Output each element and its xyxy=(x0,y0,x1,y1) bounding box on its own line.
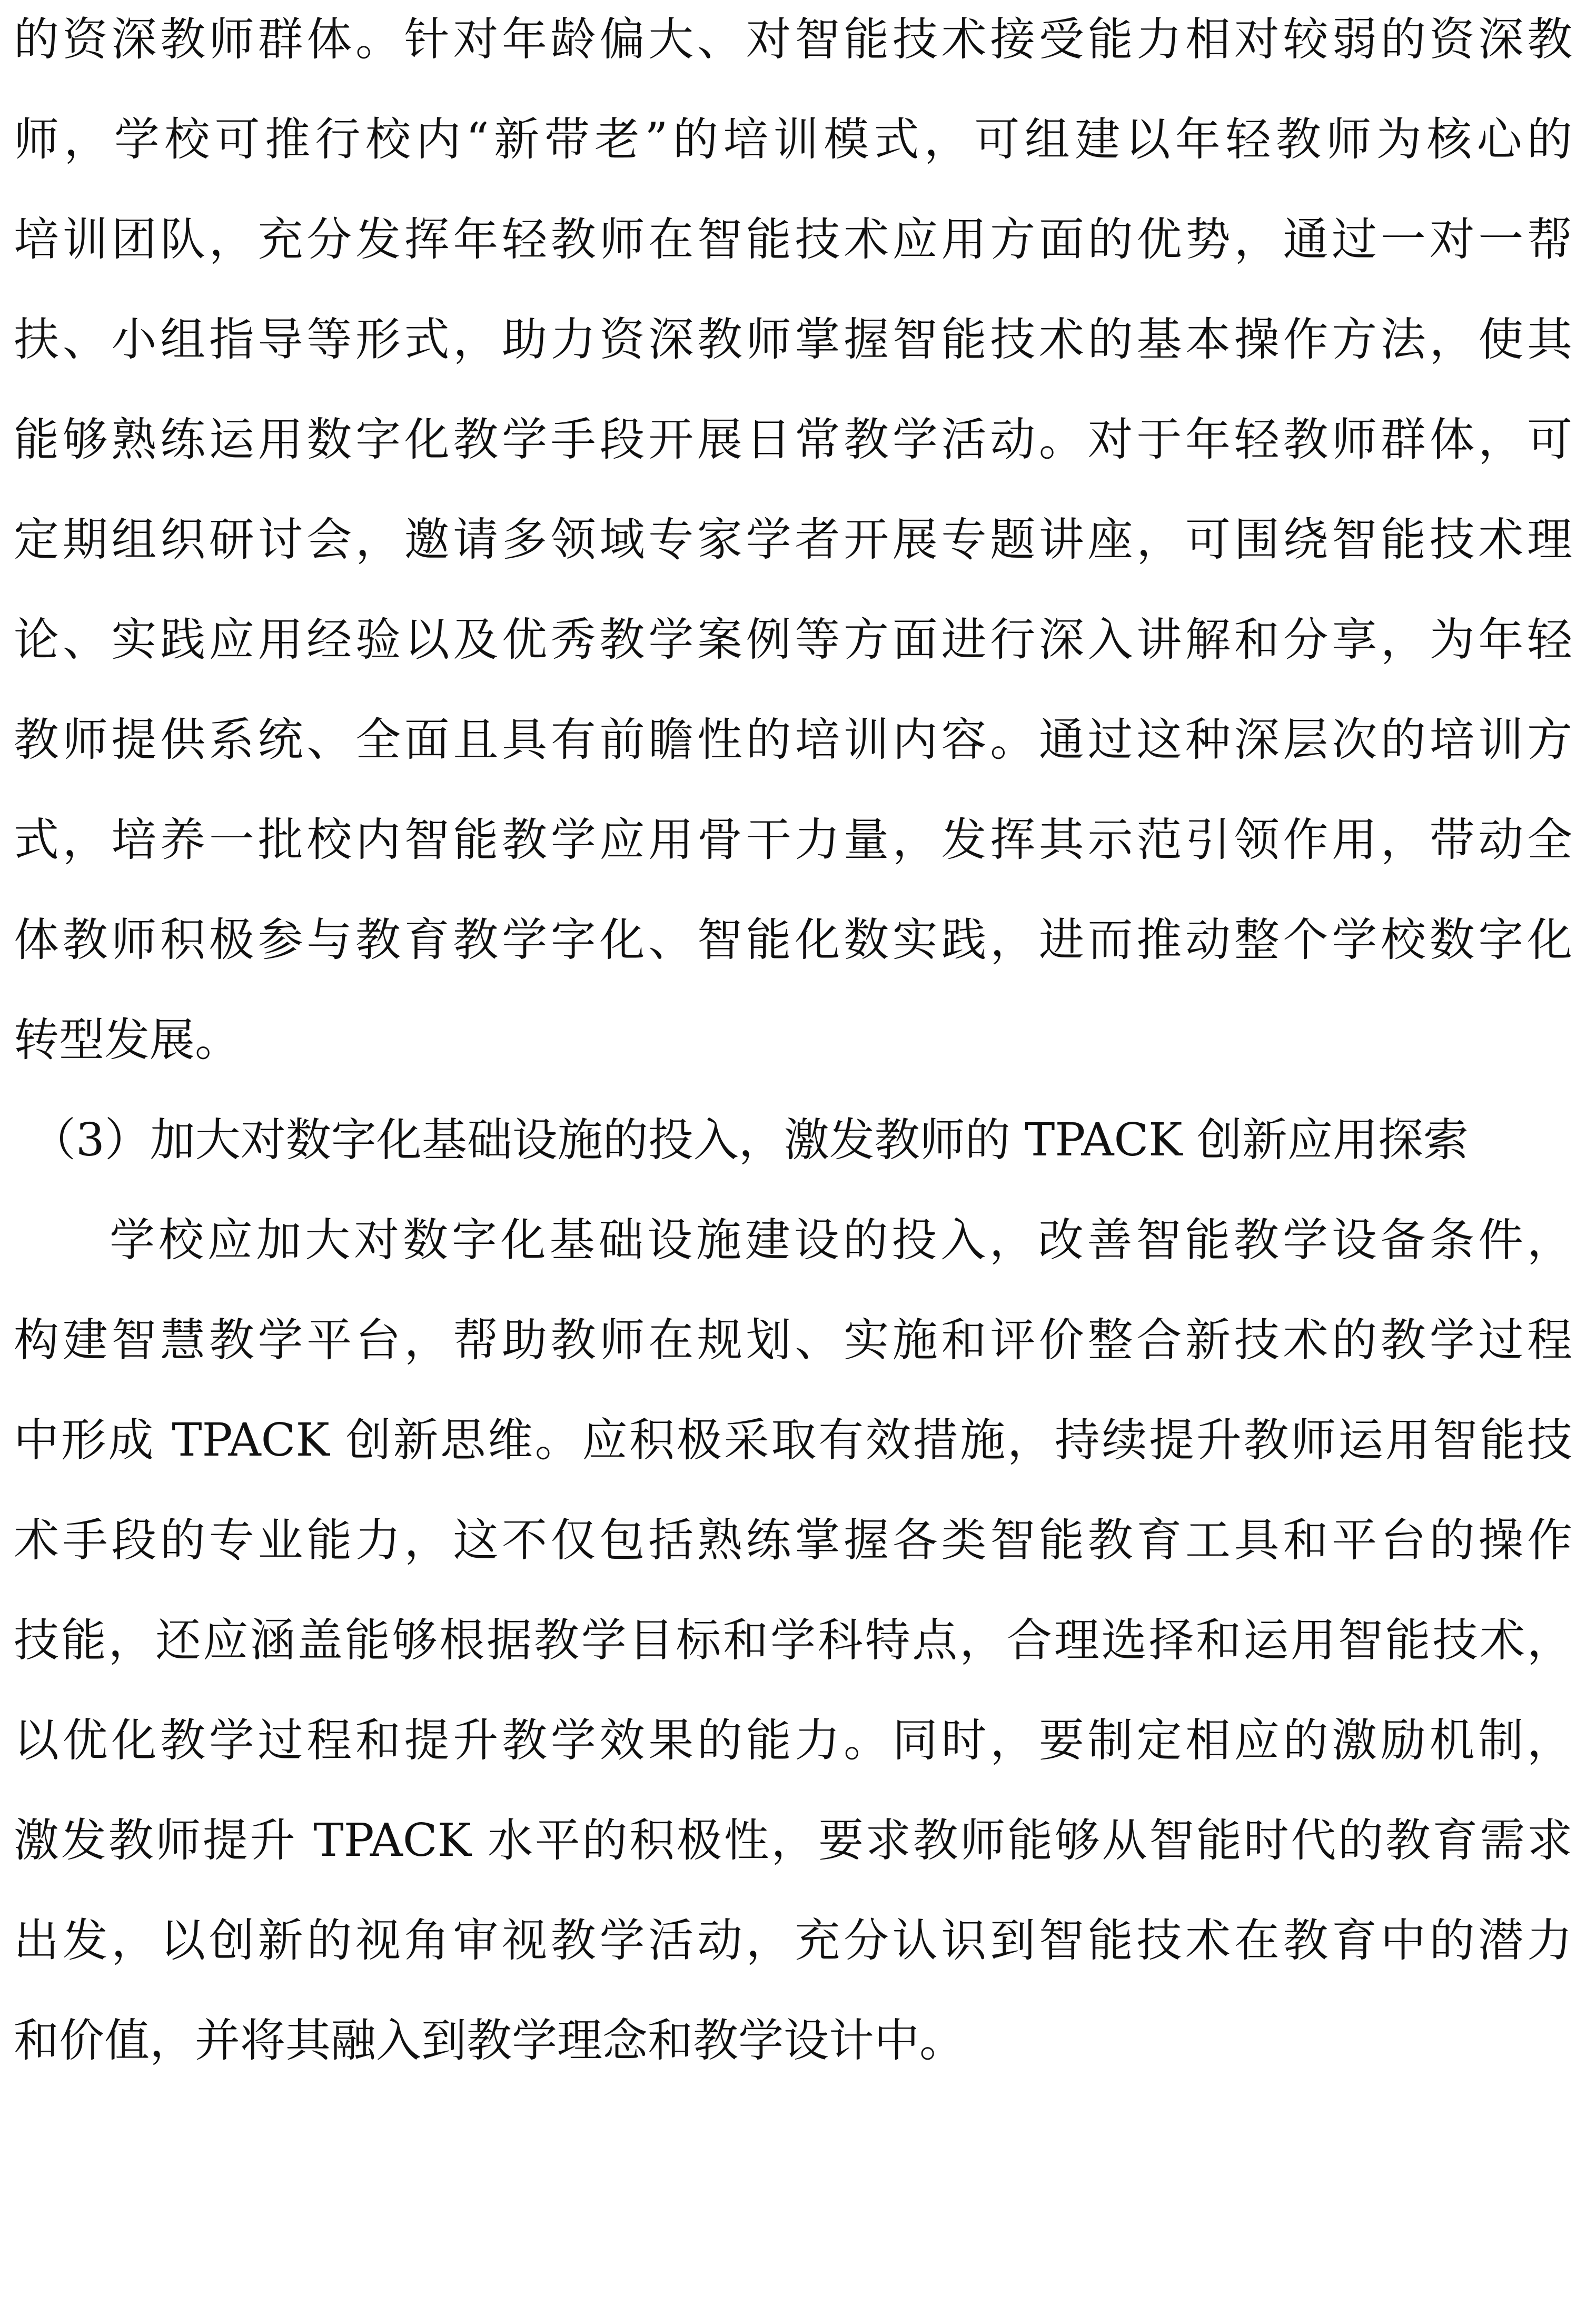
paragraph-line: 师，学校可推行校内“新带老”的培训模式，可组建以年轻教师为核心的 xyxy=(14,113,1572,166)
paragraph-line: 扶、小组指导等形式，助力资深教师掌握智能技术的基本操作方法，使其 xyxy=(14,313,1572,366)
paragraph-line: 构建智慧教学平台，帮助教师在规划、实施和评价整合新技术的教学过程 xyxy=(14,1314,1572,1367)
paragraph-line: 激发教师提升 TPACK 水平的积极性，要求教师能够从智能时代的教育需求 xyxy=(14,1814,1572,1867)
paragraph-line: 论、实践应用经验以及优秀教学案例等方面进行深入讲解和分享，为年轻 xyxy=(14,614,1572,666)
paragraph-line-last: 转型发展。 xyxy=(14,1014,240,1066)
paragraph-line: 能够熟练运用数字化教学手段开展日常教学活动。对于年轻教师群体，可 xyxy=(14,413,1572,466)
paragraph-line: 以优化教学过程和提升教学效果的能力。同时，要制定相应的激励机制， xyxy=(14,1714,1572,1767)
section-heading: （3）加大对数字化基础设施的投入，激发教师的 TPACK 创新应用探索 xyxy=(31,1114,1469,1166)
paragraph-line: 中形成 TPACK 创新思维。应积极采取有效措施，持续提升教师运用智能技 xyxy=(14,1414,1572,1467)
paragraph-first-line: 学校应加大对数字化基础设施建设的投入，改善智能教学设备条件， xyxy=(110,1214,1572,1267)
paragraph-line: 的资深教师群体。针对年龄偏大、对智能技术接受能力相对较弱的资深教 xyxy=(14,13,1572,66)
paragraph-line: 术手段的专业能力，这不仅包括熟练掌握各类智能教育工具和平台的操作 xyxy=(14,1514,1572,1567)
paragraph-line-last: 和价值，并将其融入到教学理念和教学设计中。 xyxy=(14,2014,965,2067)
paragraph-line: 教师提供系统、全面且具有前瞻性的培训内容。通过这种深层次的培训方 xyxy=(14,714,1572,766)
paragraph-line: 式，培养一批校内智能教学应用骨干力量，发挥其示范引领作用，带动全 xyxy=(14,814,1572,866)
paragraph-line: 出发，以创新的视角审视教学活动，充分认识到智能技术在教育中的潜力 xyxy=(14,1914,1572,1967)
paragraph-line: 定期组织研讨会，邀请多领域专家学者开展专题讲座，可围绕智能技术理 xyxy=(14,513,1572,566)
paragraph-line: 培训团队，充分发挥年轻教师在智能技术应用方面的优势，通过一对一帮 xyxy=(14,213,1572,266)
paragraph-line: 体教师积极参与教育教学字化、智能化数实践，进而推动整个学校数字化 xyxy=(14,914,1572,966)
paragraph-line: 技能，还应涵盖能够根据教学目标和学科特点，合理选择和运用智能技术， xyxy=(14,1614,1572,1667)
